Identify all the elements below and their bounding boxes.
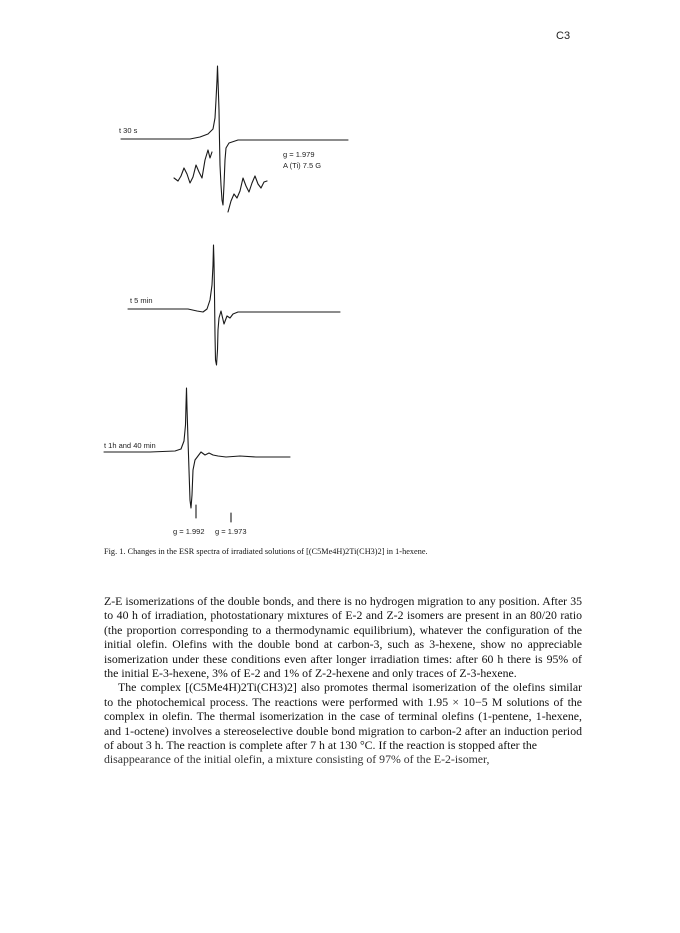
g-marker-label-1992: g = 1.992 — [173, 527, 205, 536]
g-marker-label-1973: g = 1.973 — [215, 527, 247, 536]
paragraph-2: The complex [(C5Me4H)2Ti(CH3)2] also promotes thermal isomerization of the olefins similar to the photochemical process. The reactions were performed with 1.95 × 10−5 M solutions of the complex in olefin. The thermal isomerization in the case of terminal olefins (1-pentene, 1-hexene, and 1-octene) involves a stereoselective double bond migration to carbon-2 after an induction period of about 3 h. The reaction is complete after 7 h at 130 °C. If the reaction is stopped after the — [104, 680, 582, 753]
paragraph-2-last-line: disappearance of the initial olefin, a mixture consisting of 97% of the E-2-isomer, — [104, 752, 490, 767]
spectrum-1-time-label: t 30 s — [119, 126, 138, 135]
esr-trace-5min — [128, 245, 340, 365]
esr-trace-30s — [121, 66, 348, 205]
figure-caption: Fig. 1. Changes in the ESR spectra of irradiated solutions of [(C5Me4H)2Ti(CH3)2] in 1-hexene. — [104, 547, 428, 556]
spectrum-3-time-label: t 1h and 40 min — [104, 441, 156, 450]
esr-hyperfine-left — [174, 150, 212, 183]
spectrum-1-g-value: g = 1.979 — [283, 150, 315, 159]
esr-hyperfine-right — [228, 176, 267, 212]
spectrum-1-hyperfine: A (Ti) 7.5 G — [283, 161, 322, 170]
body-text — [104, 594, 582, 766]
paragraph-1: Z-E isomerizations of the double bonds, and there is no hydrogen migration to any position. After 35 to 40 h of irradiation, photostationary mixtures of E-2 and Z-2 isomers are present in an 80/20 ratio (the proportion corresponding to a thermodynamic equilibrium), whatever the configuration of the initial olefin. Olefins with the double bond at carbon-3, such as 3-hexene, show no appreciable isomerization under these conditions even after longer irradiation times: after 60 h there is 95% of the initial E-3-hexene, 3% of E-2 and 1% of Z-2-hexene and only traces of Z-3-hexene. — [104, 594, 582, 681]
page-number: C3 — [556, 30, 571, 42]
spectrum-2-time-label: t 5 min — [130, 296, 153, 305]
